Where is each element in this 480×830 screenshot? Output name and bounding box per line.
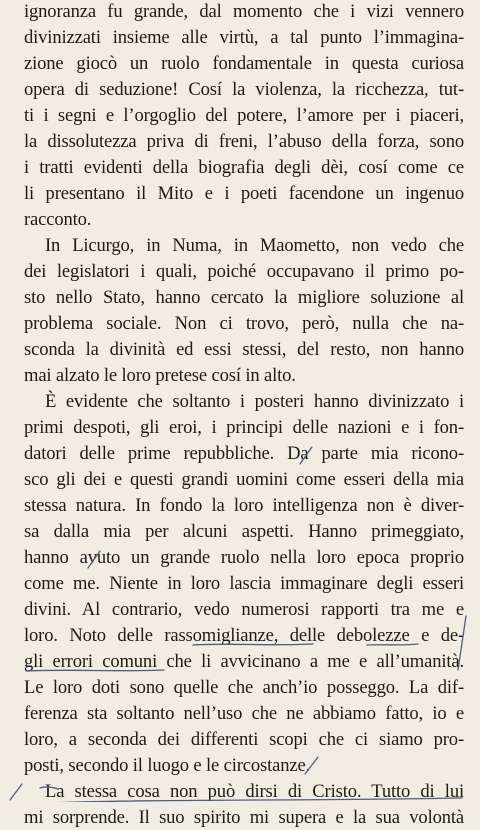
text-line: come me. Niente in loro lascia immaginare degli esseri: [24, 573, 464, 594]
text-line: sco gli dei e questi grandi uomini come esseri della mia: [24, 469, 464, 490]
text-line: sa dalla mia per alcuni aspetti. Hanno primeggiato,: [24, 521, 464, 542]
text-line: li presentano il Mito e i poeti facendone un ingenuo: [24, 183, 464, 204]
text-line: divini. Al contrario, vedo numerosi rapporti tra me e: [24, 599, 464, 620]
text-line: È evidente che soltanto i posteri hanno divinizzato i: [45, 391, 464, 412]
text-line: la dissolutezza priva di freni, l’abuso della forza, sono: [24, 131, 464, 152]
text-line: ferenza sta soltanto nell’uso che ne abbiamo fatto, io e: [24, 703, 464, 724]
text-line: problema sociale. Non ci trovo, però, nulla che na-: [24, 313, 464, 334]
text-line: dei legislatori i quali, poiché occupavano il primo po-: [24, 261, 464, 282]
text-line: opera di seduzione! Cosí la violenza, la ricchezza, tut-: [24, 79, 464, 100]
text-line: loro. Noto delle rassomiglianze, delle debolezze e de-: [24, 625, 464, 646]
text-line: mai alzato le loro pretese cosí in alto.: [24, 365, 296, 386]
text-line: i tratti evidenti della biografia degli dèi, cosí come ce: [24, 157, 464, 178]
text-line: racconto.: [24, 209, 92, 230]
text-line: sto nello Stato, hanno cercato la migliore soluzione al: [24, 287, 464, 308]
text-line: loro, a seconda dei differenti scopi che ci siamo pro-: [24, 729, 464, 750]
text-line: ti i segni e l’orgoglio del potere, l’amore per i piaceri,: [24, 105, 464, 126]
text-line: posti, secondo il luogo e le circostanze.: [24, 755, 311, 776]
text-line: hanno avuto un grande ruolo nella loro epoca proprio: [24, 547, 464, 568]
text-line: sconda la divinità ed essi stessi, del resto, non hanno: [24, 339, 464, 360]
text-line: In Licurgo, in Numa, in Maometto, non vedo che: [45, 235, 464, 256]
pencil-margin-stroke: [10, 784, 22, 800]
text-line: datori delle prime repubbliche. Da parte mia ricono-: [24, 443, 464, 464]
text-line: primi despoti, gli eroi, i principi delle nazioni e i fon-: [24, 417, 464, 438]
text-line: zione giocò un ruolo fondamentale in questa curiosa: [24, 53, 464, 74]
text-line: Le loro doti sono quelle che anch’io posseggo. La dif-: [24, 677, 464, 698]
text-line: mi sorprende. Il suo spirito mi supera e la sua volontà: [24, 807, 464, 828]
text-line: gli errori comuni che li avvicinano a me e all’umanità.: [24, 651, 464, 672]
text-line: ignoranza fu grande, dal momento che i vizi vennero: [24, 1, 464, 22]
text-line: stessa natura. In fondo la loro intelligenza non è diver-: [24, 495, 464, 516]
text-line: divinizzati insieme alle virtù, a tal punto l’immagina-: [24, 27, 464, 48]
text-line: La stessa cosa non può dirsi di Cristo. Tutto di lui: [45, 781, 464, 802]
